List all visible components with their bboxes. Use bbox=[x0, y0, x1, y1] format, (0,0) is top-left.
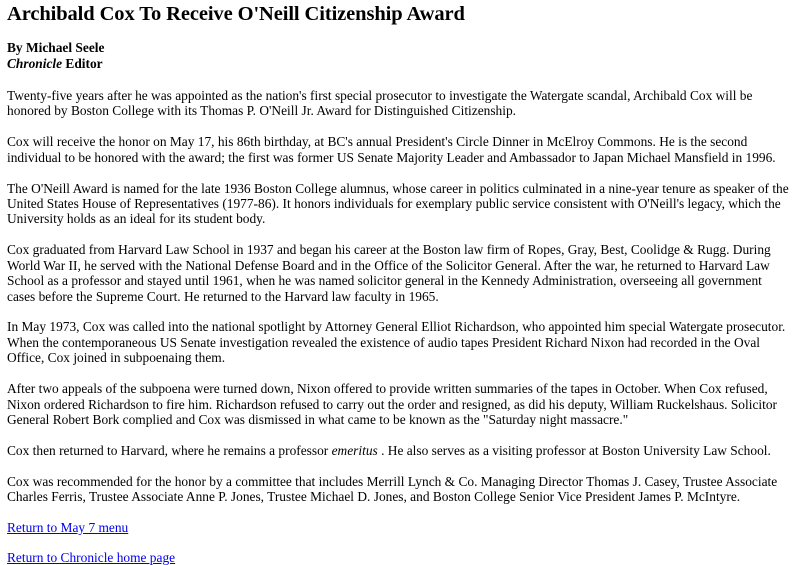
article-page bbox=[0, 2, 800, 565]
byline-publication: Chronicle bbox=[7, 56, 63, 71]
paragraph-career: Cox graduated from Harvard Law School in 1937 and began his career at the Boston law firm of Ropes, Gray, Best, Coolidge & Rugg. During World War II, he served with the National Defense Board and in the Office of the Solicitor General. After the war, he returned to Harvard Law School as a professor and stayed until 1961, when he was named solicitor general in the Kennedy Administration, overseeing all government cases before the Supreme Court. He returned to the Harvard law faculty in 1965. bbox=[7, 242, 771, 304]
paragraph-saturday-night-massacre: After two appeals of the subpoena were turned down, Nixon offered to provide written summaries of the tapes in October. When Cox refused, Nixon ordered Richardson to fire him. Richardson refused to carry out the order and resigned, as did his deputy, William Ruckelshaus. Solicitor General Robert Bork complied and Cox was dismissed in what came to be known as the "Saturday night massacre." bbox=[7, 381, 777, 427]
byline-role: Editor bbox=[62, 56, 103, 71]
home-link-container bbox=[7, 550, 793, 565]
paragraph-committee: Cox was recommended for the honor by a committee that includes Merrill Lynch & Co. Managing Director Thomas J. Casey, Trustee Associate Charles Ferris, Trustee Associate Anne P. Jones, Trustee Michael D. Jones, and Boston College Senior Vice President James P. McIntyre. bbox=[7, 473, 778, 505]
emeritus-after: . He also serves as a visiting professor at Boston University Law School. bbox=[377, 442, 771, 458]
return-to-menu-link[interactable]: Return to May 7 menu bbox=[7, 519, 129, 535]
paragraph-watergate: In May 1973, Cox was called into the national spotlight by Attorney General Elliot Richardson, who appointed him special Watergate prosecutor. When the contemporaneous US Senate investigation revealed the existence of audio tapes President Richard Nixon had recorded in the Oval Office, Cox joined in subpoenaing them. bbox=[7, 319, 786, 366]
paragraph-award-background: The O'Neill Award is named for the late 1936 Boston College alumnus, whose career in politics culminated in a nine-year tenure as speaker of the United States House of Representatives (1977-86). It honors individuals for exemplary public service consistent with O'Neill's legacy, which the University holds as an ideal for its student body. bbox=[7, 180, 789, 227]
paragraph-ceremony: Cox will receive the honor on May 17, his 86th birthday, at BC's annual President's Circle Dinner in McElroy Commons. He is the second individual to be honored with the award; the first was former US Senate Majority Leader and Ambassador to Japan Michael Mansfield in 1996. bbox=[7, 134, 776, 165]
paragraph-intro: Twenty-five years after he was appointed as the nation's first special prosecutor to investigate the Watergate scandal, Archibald Cox will be honored by Boston College with its Thomas P. O'Neill Jr. Award for Distinguished Citizenship. bbox=[7, 88, 753, 119]
return-to-home-link[interactable]: Return to Chronicle home page bbox=[7, 550, 176, 565]
menu-link-container bbox=[7, 520, 793, 535]
emeritus-italic: emeritus bbox=[331, 442, 378, 458]
byline bbox=[7, 40, 793, 72]
emeritus-before: Cox then returned to Harvard, where he remains a professor bbox=[7, 442, 332, 458]
paragraph-emeritus bbox=[7, 443, 793, 458]
byline-author: By Michael Seele bbox=[7, 40, 105, 55]
article-title: Archibald Cox To Receive O'Neill Citizenship Award bbox=[7, 3, 465, 25]
